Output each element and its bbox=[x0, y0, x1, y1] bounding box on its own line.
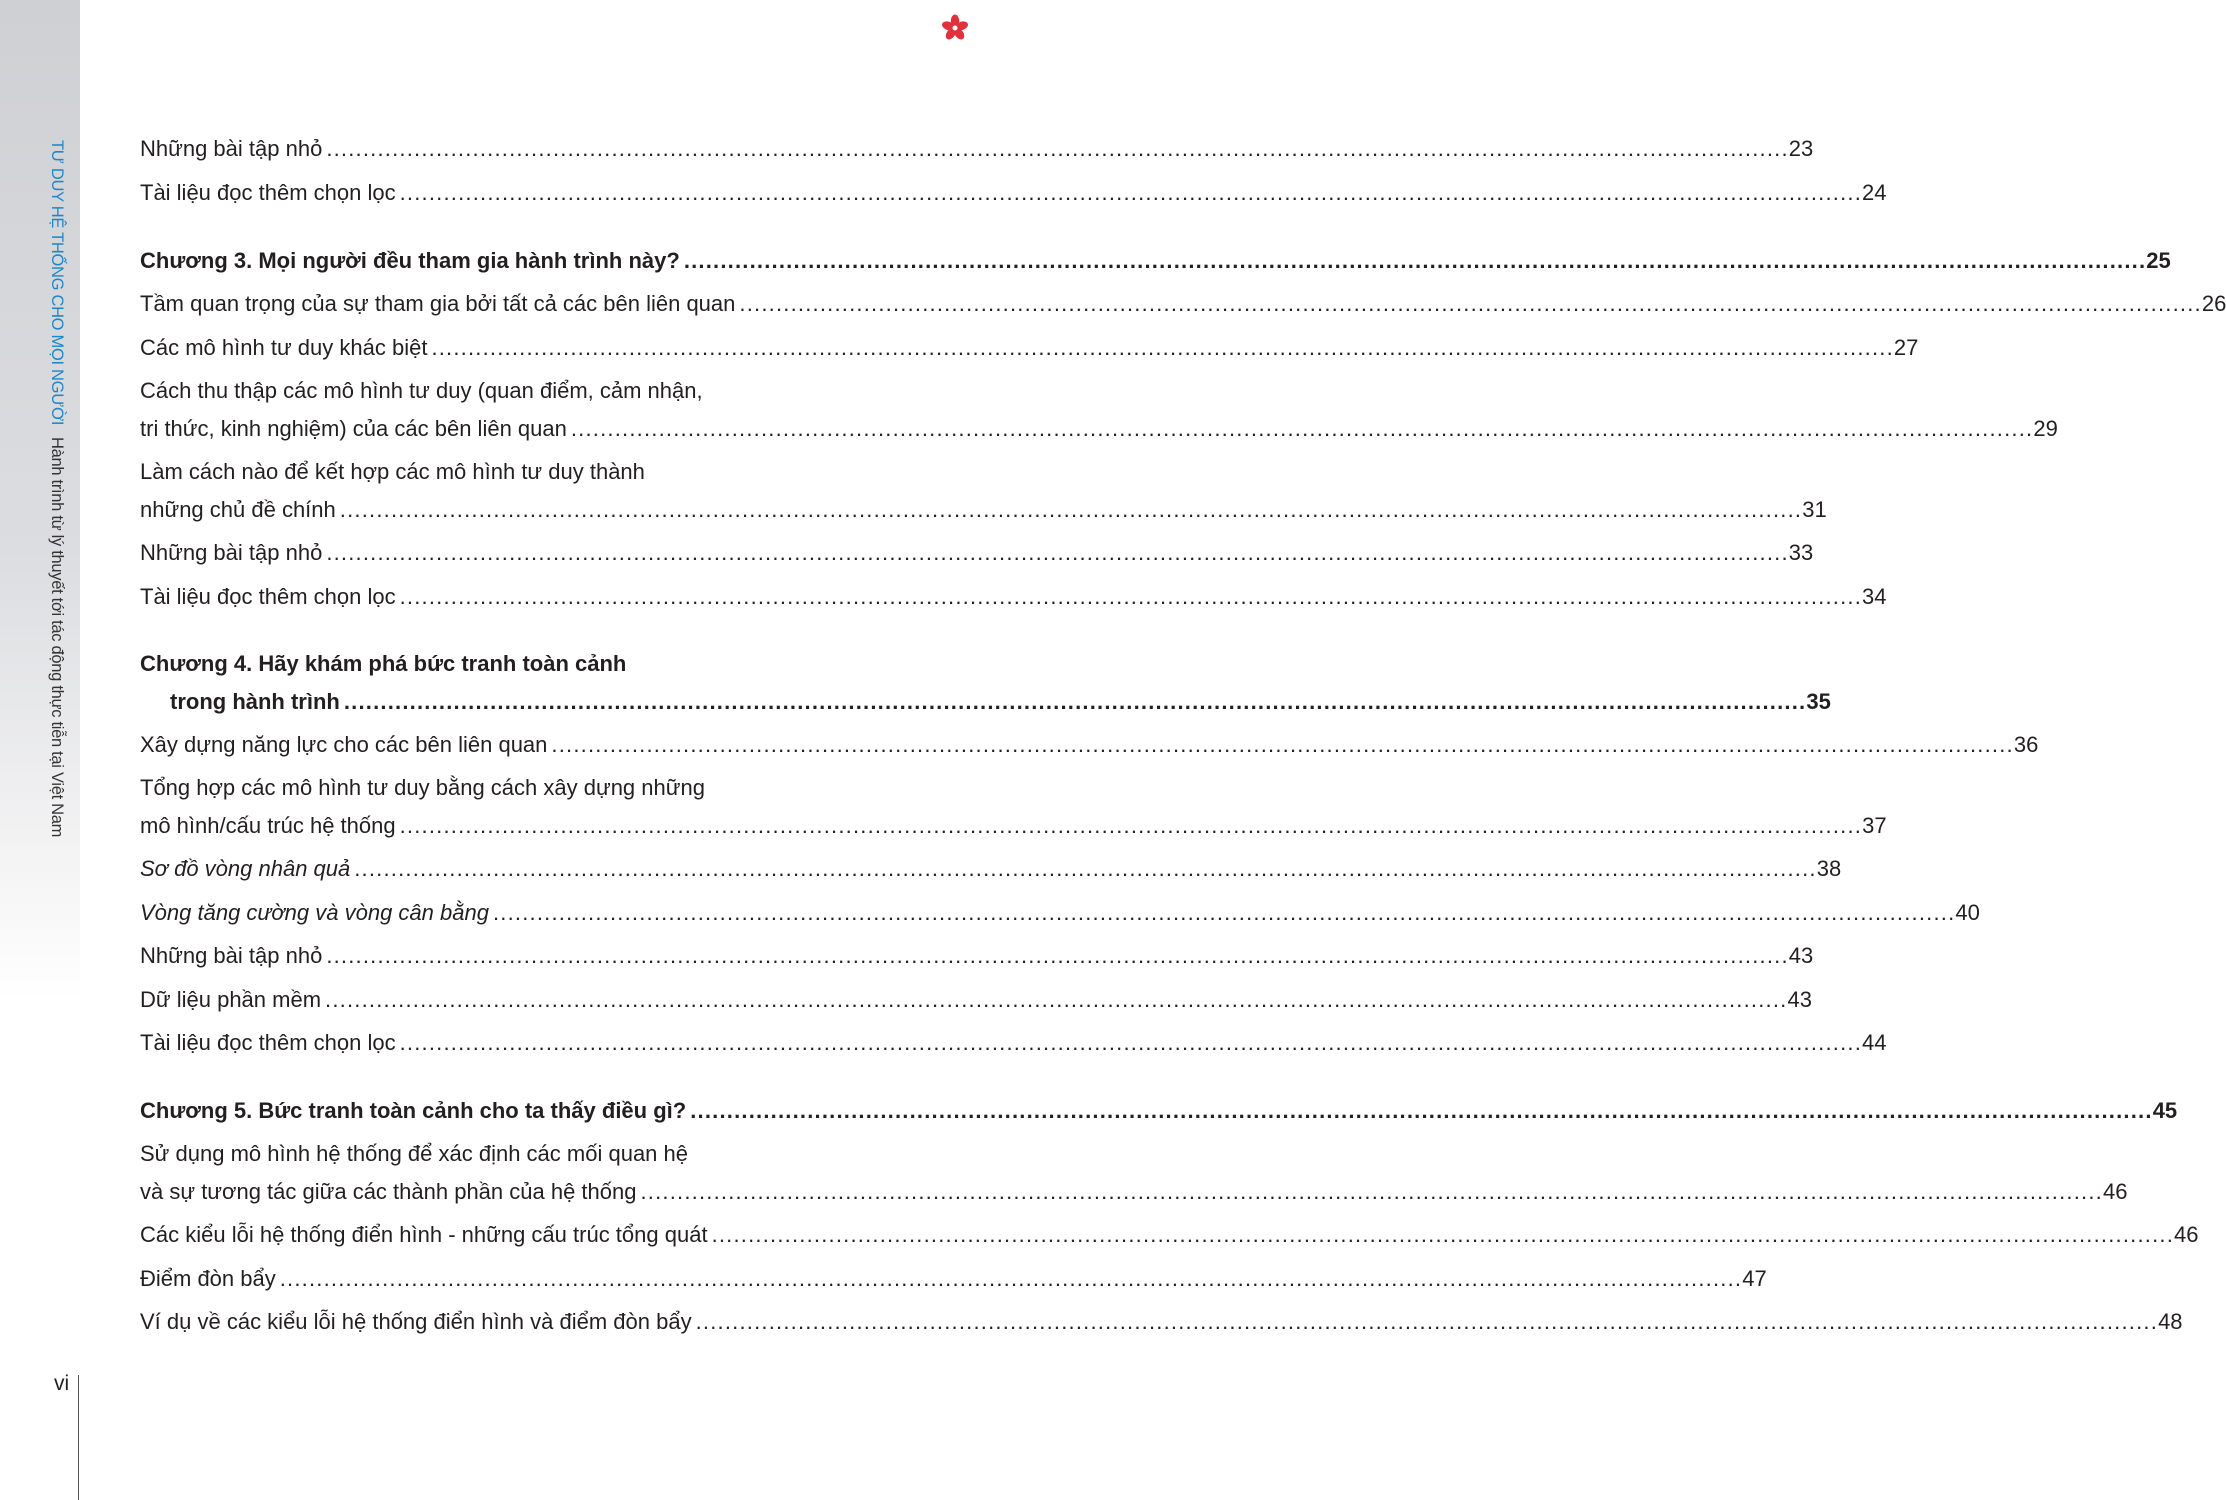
book-subtitle: Hành trình từ lý thuyết tới tác động thực tiễn tại Việt Nam bbox=[48, 437, 66, 838]
leader-dots: ........................................................................................................................................................................................................ bbox=[325, 987, 1788, 1012]
entry-page: 44 bbox=[1862, 1030, 1887, 1055]
toc-entry bbox=[140, 1135, 2128, 1211]
entry-title: Dữ liệu phần mềm bbox=[140, 987, 322, 1012]
entry-title: Những bài tập nhỏ bbox=[140, 540, 323, 565]
leader-dots: ........................................................................................................................................................................................................ bbox=[279, 1266, 1743, 1291]
toc-entry bbox=[140, 130, 1814, 168]
toc-entry bbox=[140, 372, 2058, 448]
toc-entry bbox=[140, 1216, 2199, 1254]
leader-dots: ........................................................................................................................................................................................................ bbox=[326, 136, 1789, 161]
entry-page: 43 bbox=[1788, 943, 1814, 968]
entry-page: 40 bbox=[1955, 900, 1980, 925]
toc-chapter-entry bbox=[140, 242, 2171, 280]
leader-dots: ........................................................................................................................................................................................................ bbox=[399, 584, 1863, 609]
entry-page: 26 bbox=[2201, 291, 2226, 316]
entry-page: 33 bbox=[1788, 540, 1814, 565]
toc-entry bbox=[140, 894, 1980, 932]
page-number: vi bbox=[54, 1372, 70, 1395]
entry-title-cont: tri thức, kinh nghiệm) của các bên liên quan bbox=[140, 416, 567, 441]
toc-entry bbox=[140, 726, 2039, 764]
entry-title-cont: trong hành trình bbox=[170, 689, 340, 714]
entry-title: Sơ đồ vòng nhân quả bbox=[140, 856, 351, 881]
entry-title: Chương 4. Hãy khám phá bức tranh toàn cảnh bbox=[140, 651, 627, 676]
entry-page: 27 bbox=[1893, 335, 1919, 360]
entry-title-cont: những chủ đề chính bbox=[140, 497, 336, 522]
entry-page: 25 bbox=[2146, 248, 2171, 273]
entry-title: Làm cách nào để kết hợp các mô hình tư duy thành bbox=[140, 459, 645, 484]
entry-page: 47 bbox=[1742, 1266, 1767, 1291]
entry-title: Tài liệu đọc thêm chọn lọc bbox=[140, 584, 396, 609]
toc-entry bbox=[140, 981, 1812, 1019]
book-title: TƯ DUY HỆ THỐNG CHO MỌI NGƯỜI bbox=[48, 140, 66, 426]
entry-title: Các mô hình tư duy khác biệt bbox=[140, 335, 428, 360]
entry-title: Ví dụ về các kiểu lỗi hệ thống điển hình và điểm đòn bẩy bbox=[140, 1309, 692, 1334]
entry-page: 46 bbox=[2102, 1179, 2128, 1204]
entry-title: Tầm quan trọng của sự tham gia bởi tất cả các bên liên quan bbox=[140, 291, 736, 316]
entry-title: Sử dụng mô hình hệ thống để xác định các mối quan hệ bbox=[140, 1141, 688, 1166]
entry-title: Tài liệu đọc thêm chọn lọc bbox=[140, 180, 396, 205]
entry-title: Cách thu thập các mô hình tư duy (quan điểm, cảm nhận, bbox=[140, 378, 703, 403]
toc-entry bbox=[140, 850, 1842, 888]
entry-title: Tổng hợp các mô hình tư duy bằng cách xây dựng những bbox=[140, 775, 705, 800]
entry-page: 45 bbox=[2152, 1098, 2178, 1123]
toc-entry bbox=[140, 578, 1887, 616]
toc-entry bbox=[140, 1303, 2183, 1341]
leader-dots: ........................................................................................................................................................................................................ bbox=[339, 497, 1803, 522]
entry-page: 34 bbox=[1862, 584, 1887, 609]
toc-entry bbox=[140, 1024, 1887, 1062]
toc-entry bbox=[140, 937, 1814, 975]
leader-dots: ........................................................................................................................................................................................................ bbox=[326, 943, 1789, 968]
leader-dots: ........................................................................................................................................................................................................ bbox=[354, 856, 1817, 881]
leader-dots: ........................................................................................................................................................................................................ bbox=[399, 813, 1863, 838]
leader-dots: ........................................................................................................................................................................................................ bbox=[399, 1030, 1863, 1055]
leader-dots: ........................................................................................................................................................................................................ bbox=[492, 900, 1956, 925]
entry-title: Những bài tập nhỏ bbox=[140, 943, 323, 968]
entry-title: Chương 5. Bức tranh toàn cảnh cho ta thấy điều gì? bbox=[140, 1098, 687, 1123]
toc-entry bbox=[140, 285, 2226, 323]
entry-page: 48 bbox=[2158, 1309, 2183, 1334]
entry-page: 29 bbox=[2033, 416, 2058, 441]
leader-dots: ........................................................................................................................................................................................................ bbox=[326, 540, 1789, 565]
leader-dots: ........................................................................................................................................................................................................ bbox=[551, 732, 2014, 757]
leader-dots: ........................................................................................................................................................................................................ bbox=[711, 1222, 2175, 1247]
margin-rule bbox=[78, 1375, 79, 1500]
toc-chapter-entry bbox=[140, 645, 1831, 721]
entry-title: Chương 3. Mọi người đều tham gia hành trình này? bbox=[140, 248, 680, 273]
entry-page: 24 bbox=[1862, 180, 1887, 205]
entry-title: Những bài tập nhỏ bbox=[140, 136, 323, 161]
leader-dots: ........................................................................................................................................................................................................ bbox=[399, 180, 1863, 205]
entry-page: 31 bbox=[1802, 497, 1827, 522]
sidebar-band bbox=[0, 0, 80, 1000]
toc-entry bbox=[140, 329, 1919, 367]
entry-page: 43 bbox=[1787, 987, 1812, 1012]
leader-dots: ........................................................................................................................................................................................................ bbox=[739, 291, 2202, 316]
entry-page: 46 bbox=[2174, 1222, 2199, 1247]
flower-logo-icon bbox=[941, 14, 969, 42]
leader-dots: ........................................................................................................................................................................................................ bbox=[570, 416, 2034, 441]
leader-dots: ........................................................................................................................................................................................................ bbox=[343, 689, 1807, 714]
entry-page: 38 bbox=[1816, 856, 1842, 881]
entry-title-cont: mô hình/cấu trúc hệ thống bbox=[140, 813, 396, 838]
entry-title: Tài liệu đọc thêm chọn lọc bbox=[140, 1030, 396, 1055]
leader-dots: ........................................................................................................................................................................................................ bbox=[695, 1309, 2159, 1334]
entry-title-cont: và sự tương tác giữa các thành phần của hệ thống bbox=[140, 1179, 637, 1204]
entry-title: Vòng tăng cường và vòng cân bằng bbox=[140, 900, 489, 925]
toc-entry bbox=[140, 174, 1887, 212]
entry-page: 36 bbox=[2013, 732, 2039, 757]
entry-page: 37 bbox=[1862, 813, 1887, 838]
entry-title: Điểm đòn bẩy bbox=[140, 1266, 276, 1291]
leader-dots: ........................................................................................................................................................................................................ bbox=[690, 1098, 2153, 1123]
leader-dots: ........................................................................................................................................................................................................ bbox=[683, 248, 2147, 273]
entry-page: 23 bbox=[1788, 136, 1814, 161]
entry-page: 35 bbox=[1806, 689, 1831, 714]
spine-title bbox=[47, 140, 66, 838]
leader-dots: ........................................................................................................................................................................................................ bbox=[640, 1179, 2103, 1204]
toc-entry bbox=[140, 769, 1887, 845]
entry-title: Xây dựng năng lực cho các bên liên quan bbox=[140, 732, 548, 757]
leader-dots: ........................................................................................................................................................................................................ bbox=[431, 335, 1894, 360]
toc-entry bbox=[140, 453, 1827, 529]
entry-title: Các kiểu lỗi hệ thống điển hình - những cấu trúc tổng quát bbox=[140, 1222, 708, 1247]
toc-chapter-entry bbox=[140, 1092, 2178, 1130]
toc-entry bbox=[140, 534, 1814, 572]
toc-entry bbox=[140, 1260, 1767, 1298]
